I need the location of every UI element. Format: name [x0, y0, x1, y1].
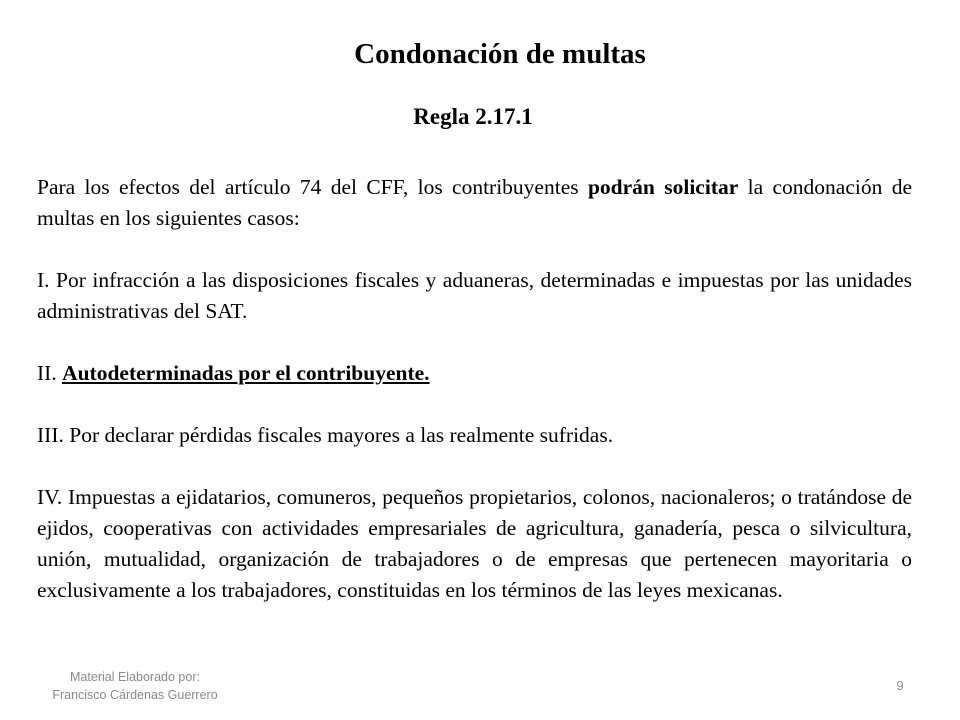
- footer-author-line2: Francisco Cárdenas Guerrero: [52, 688, 218, 702]
- list-item-iii: [37, 420, 912, 451]
- intro-text-before: Para los efectos del artículo 74 del CFF, los contribuyentes: [37, 175, 588, 199]
- intro-paragraph: [37, 172, 912, 234]
- slide-subtitle: Regla 2.17.1: [413, 104, 533, 129]
- item-text: Por infracción a las disposiciones fiscales y aduaneras, determinadas e impuestas por las unidades administrativas del SAT.: [37, 268, 912, 323]
- item-numeral: III.: [37, 423, 64, 447]
- item-numeral: I.: [37, 268, 50, 292]
- list-item-i: [37, 265, 912, 327]
- item-numeral: II.: [37, 361, 63, 385]
- intro-text-after: la condonación de multas en los siguientes casos:: [37, 175, 912, 230]
- footer-author-line1: Material Elaborado por:: [70, 670, 200, 684]
- list-item-iv: [37, 482, 912, 606]
- item-text: Por declarar pérdidas fiscales mayores a las realmente sufridas.: [63, 423, 614, 447]
- page-number: 9: [896, 678, 904, 693]
- slide-content: [37, 172, 912, 606]
- list-item-ii: [37, 358, 912, 389]
- item-text: Impuestas a ejidatarios, comuneros, pequeños propietarios, colonos, nacionaleros; o tratándose de ejidos, cooperativas con actividades empresariales de agricultura, ganadería, pesca o silvicultura, unión, mutualidad, organización de trabajadores o de empresas que pertenecen mayoritaria o exclusivamente a los trabajadores, constituidas en los términos de las leyes mexicanas.: [37, 485, 912, 602]
- footer-author: [40, 668, 230, 704]
- item-text-emphasis: Autodeterminadas por el contribuyente.: [62, 361, 430, 385]
- intro-emphasis: podrán solicitar: [587, 175, 739, 199]
- slide-title: Condonación de multas: [354, 38, 646, 70]
- item-numeral: IV.: [37, 485, 63, 509]
